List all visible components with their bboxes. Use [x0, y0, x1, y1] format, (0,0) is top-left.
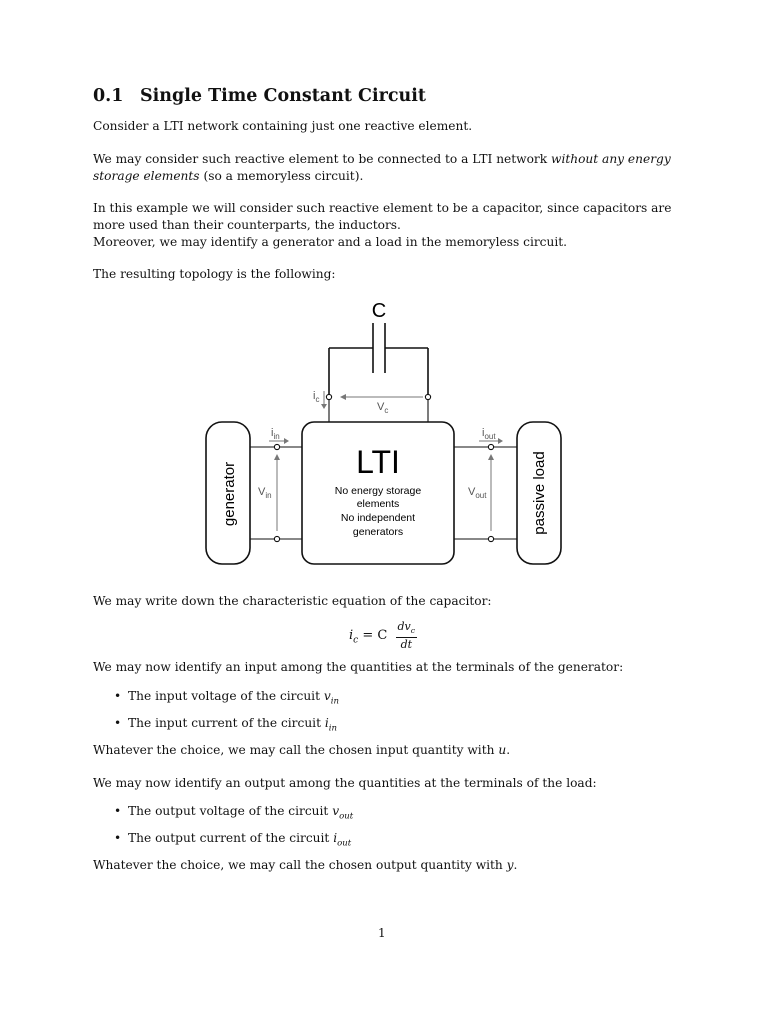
bullet-var: i — [333, 831, 338, 845]
paragraph-2-italic-b: storage elements — [93, 169, 200, 183]
lti-desc-line-3: No independent — [340, 512, 416, 524]
bullet-var: i — [324, 716, 329, 730]
bullet-text: The input current of the circuit — [128, 716, 325, 730]
load-label: passive load — [531, 451, 548, 535]
equation-denominator: dt — [400, 638, 413, 652]
paragraph-2 — [93, 151, 683, 185]
terminal-in-top — [274, 444, 279, 449]
paragraph-1: Consider a LTI network containing just one reactive element. — [93, 119, 473, 133]
vc-label: $V_c$ — [377, 401, 389, 415]
generator-label: generator — [221, 461, 238, 527]
paragraph-3-line-2: more used than their counterparts, the inductors. — [93, 218, 401, 232]
terminal-out-top — [488, 444, 493, 449]
section-number: 0.1 — [93, 86, 124, 106]
vin-label: $V_{in}$ — [258, 486, 272, 500]
bullet-text: The output voltage of the circuit — [128, 804, 333, 818]
bullet-var: v — [323, 689, 331, 703]
capacitor-label: C — [371, 300, 387, 322]
input-bullet-1 — [114, 688, 339, 710]
paragraph-9-end: . — [513, 858, 518, 872]
output-bullet-1 — [114, 803, 353, 825]
bullet-dot: • — [114, 689, 122, 703]
capacitor-symbol — [329, 323, 428, 394]
paragraph-9-text: Whatever the choice, we may call the chosen output quantity with — [93, 858, 507, 872]
capacitor-equation — [349, 620, 417, 651]
lti-desc-line-1: No energy storage — [334, 485, 422, 497]
terminal-out-bottom — [488, 536, 493, 541]
paragraph-2-italic-a: without any energy — [551, 152, 671, 166]
output-bullet-2 — [114, 830, 351, 852]
paragraph-2-text-b: (so a memoryless circuit). — [199, 169, 364, 183]
bullet-var: v — [332, 804, 340, 818]
paragraph-4: The resulting topology is the following: — [93, 267, 336, 281]
lti-desc-line-4: generators — [352, 526, 404, 538]
vin-arrow — [274, 454, 280, 531]
section-heading — [93, 86, 426, 106]
circuit-diagram — [200, 295, 570, 575]
ic-arrow — [321, 391, 327, 409]
paragraph-7-var: u — [498, 743, 507, 757]
terminal-cap-left — [326, 394, 331, 399]
lti-title: LTI — [356, 444, 400, 480]
iin-label: $i_{in}$ — [271, 427, 280, 441]
paragraph-7-end: . — [506, 743, 511, 757]
bullet-var-sub: out — [339, 811, 354, 822]
terminal-in-bottom — [274, 536, 279, 541]
bullet-dot: • — [114, 831, 122, 845]
iout-label: $i_{out}$ — [482, 427, 496, 441]
bullet-text: The input voltage of the circuit — [128, 689, 324, 703]
paragraph-9 — [93, 857, 683, 874]
vc-arrow — [340, 394, 423, 400]
page-number: 1 — [378, 926, 386, 940]
input-bullet-2 — [114, 715, 337, 737]
bullet-dot: • — [114, 804, 122, 818]
paragraph-3-line-3: Moreover, we may identify a generator and a load in the memoryless circuit. — [93, 235, 568, 249]
bullet-text: The output current of the circuit — [128, 831, 334, 845]
paragraph-6: We may now identify an input among the quantities at the terminals of the generator: — [93, 660, 624, 674]
bullet-var-sub: out — [337, 838, 352, 849]
equation-lhs-sub: c — [353, 635, 359, 646]
lti-desc-line-2: elements — [356, 498, 400, 510]
vout-arrow — [488, 454, 494, 531]
paragraph-9-var: y — [506, 858, 514, 872]
paragraph-2-text-a: We may consider such reactive element to be connected to a LTI network — [93, 152, 552, 166]
equation-lhs: i — [349, 628, 354, 644]
bullet-dot: • — [114, 716, 122, 730]
paragraph-7-text: Whatever the choice, we may call the chosen input quantity with — [93, 743, 499, 757]
equation-numerator-sub: c — [410, 626, 416, 636]
equation-fraction — [396, 620, 418, 651]
paragraph-7 — [93, 742, 683, 759]
paragraph-8: We may now identify an output among the quantities at the terminals of the load: — [93, 776, 597, 790]
paragraph-3-line-1: In this example we will consider such reactive element to be a capacitor, since capacitors are — [93, 201, 672, 215]
bullet-var-sub: in — [330, 696, 339, 707]
ic-label: $i_c$ — [313, 390, 320, 404]
section-title: Single Time Constant Circuit — [140, 86, 426, 106]
equation-equals: = C — [358, 628, 388, 644]
bullet-var-sub: in — [328, 723, 337, 734]
vout-label: $V_{out}$ — [468, 486, 487, 500]
paragraph-3 — [93, 200, 683, 251]
terminal-cap-right — [425, 394, 430, 399]
paragraph-5: We may write down the characteristic equation of the capacitor: — [93, 594, 492, 608]
equation-numerator: dv — [397, 620, 411, 633]
